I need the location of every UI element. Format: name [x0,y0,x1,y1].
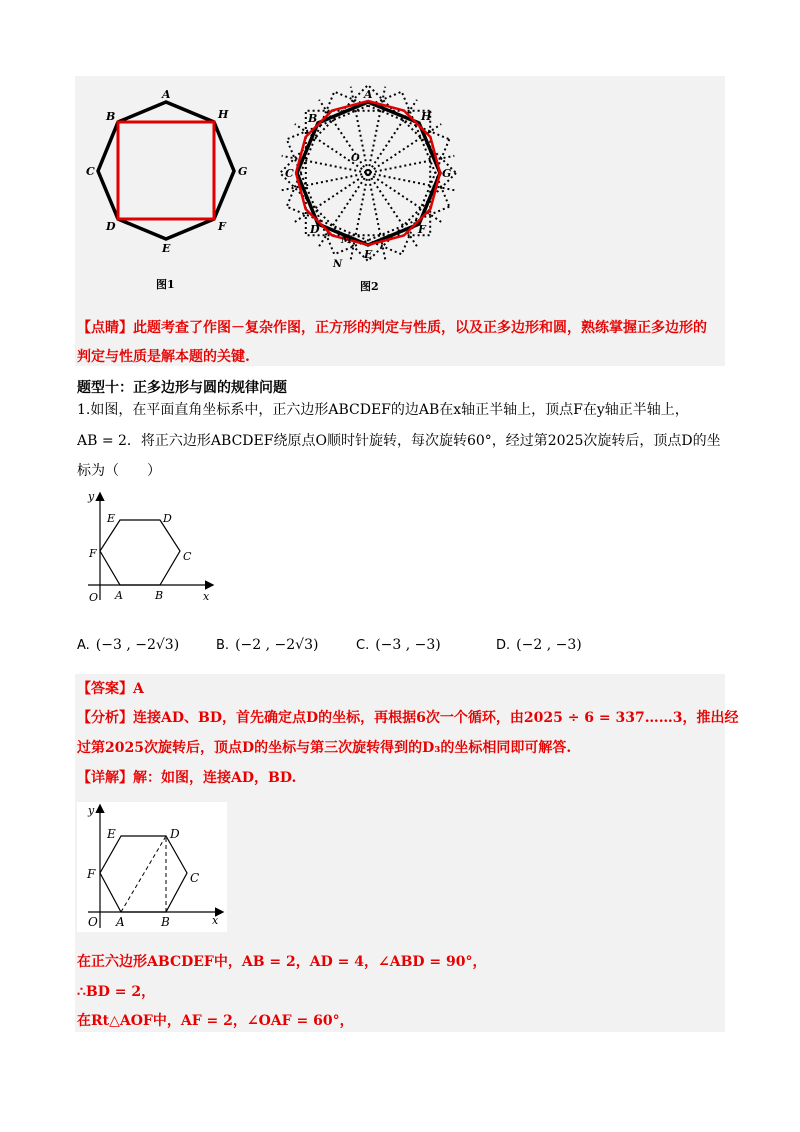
question-hexagon-figure [80,488,220,606]
analysis-line-1: 【分析】连接AD、BD，首先确定点D的坐标，再根据6次一个循环，由2025 ÷ 6 = 337……3，推出经 [77,710,739,726]
s-label-B: B [161,915,170,929]
q-label-O: O [89,591,99,604]
detail-line: 【详解】解：如图，连接AD，BD. [77,770,297,786]
s-label-D: D [170,827,180,841]
fig2-label-B: B [308,112,318,125]
q-label-E: E [107,512,116,525]
step-line-3: 在Rt△AOF中，AF = 2，∠OAF = 60°， [77,1013,354,1029]
fig2-label-A: A [364,88,373,101]
option-c[interactable]: C. (−3 , −3) [356,637,441,653]
octagon-figure-2 [280,80,460,270]
fig1-label-B: B [106,110,116,123]
analysis-line-2: 过第2025次旋转后，顶点D的坐标与第三次旋转得到的D₃的坐标相同即可解答. [77,740,572,756]
fig1-caption: 图1 [156,278,175,291]
fig2-label-F: F [418,223,426,236]
fig2-label-H: H [421,110,432,123]
comment-tag: 【点睛】 [77,320,133,336]
answer-line: 【答案】A [77,681,144,697]
option-a[interactable]: A. (−3 , −2√3) [77,637,180,653]
fig2-label-E: E [364,248,373,261]
fig1-label-H: H [218,108,229,121]
fig2-label-M: M [341,235,353,246]
option-d[interactable]: D. (−2 , −3) [496,637,582,653]
step-line-2: ∴BD = 2， [77,984,156,1000]
comment-line-2: 判定与性质是解本题的关键. [77,349,250,365]
fig2-label-G: G [442,167,452,180]
step-line-1: 在正六边形ABCDEF中，AB = 2，AD = 4，∠ABD = 90°， [77,954,487,970]
fig2-label-D: D [310,223,320,236]
question-line-2: AB = 2．将正六边形ABCDEF绕原点O顺时针旋转，每次旋转60°，经过第2025次旋转后，顶点D的坐 [77,433,721,449]
s-label-x: x [212,914,219,927]
fig1-label-E: E [162,242,171,255]
q-label-x: x [203,590,210,603]
fig2-caption: 图2 [360,280,379,293]
fig1-label-G: G [238,165,248,178]
s-label-F: F [87,867,96,881]
fig2-label-N: N [333,259,343,270]
fig1-label-F: F [218,220,226,233]
question-line-1: 1.如图，在平面直角坐标系中，正六边形ABCDEF的边AB在x轴正半轴上，顶点F在y轴正半轴上， [77,402,689,418]
s-label-O: O [88,915,98,929]
fig1-label-C: C [86,165,95,178]
fig1-label-A: A [162,88,171,101]
q-label-A: A [115,589,123,602]
octagon-figure-1 [75,76,275,276]
solution-hexagon-figure [77,802,227,932]
s-label-y: y [88,804,95,817]
fig2-label-C: C [285,167,294,180]
s-label-A: A [116,915,125,929]
comment-line-1: 【点睛】此题考查了作图－复杂作图，正方形的判定与性质，以及正多边形和圆，熟练掌握正多边形的 [77,320,707,336]
option-b[interactable]: B. (−2 , −2√3) [216,637,319,653]
s-label-E: E [107,827,116,841]
s-label-C: C [190,871,200,885]
q-label-B: B [155,589,164,602]
q-label-D: D [163,512,172,525]
q-label-y: y [88,490,95,503]
section-title: 题型十：正多边形与圆的规律问题 [77,380,287,396]
q-label-F: F [89,547,97,560]
fig2-label-O: O [351,153,360,164]
q-label-C: C [183,550,192,563]
fig1-label-D: D [106,220,116,233]
question-line-3: 标为（ ） [77,463,161,479]
